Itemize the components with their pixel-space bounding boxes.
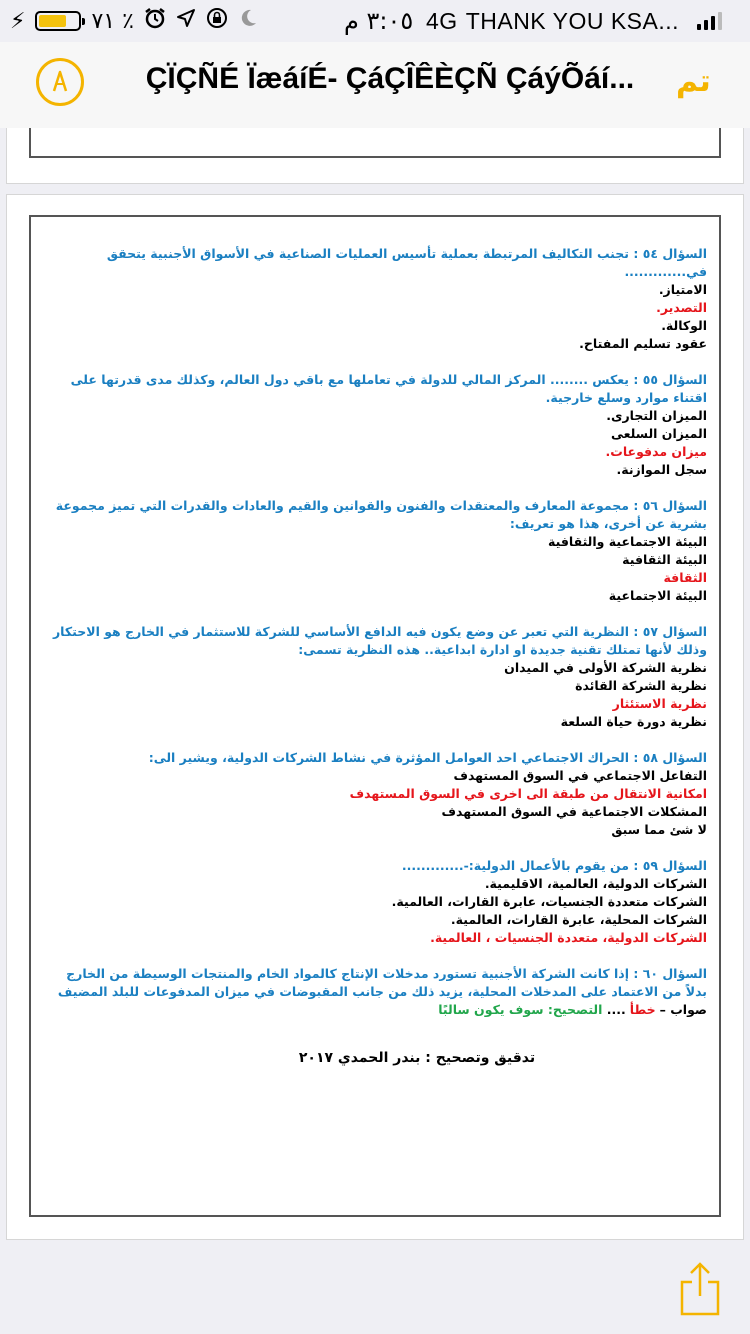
markup-button[interactable] — [36, 58, 84, 106]
page-content — [47, 245, 707, 1067]
answer-option: البيئة الثقافية — [622, 552, 707, 567]
location-icon — [176, 8, 196, 34]
rotation-lock-icon — [206, 7, 228, 35]
question-text: السؤال ٥٥ : يعكس ........ المركز المالي للدولة في تعاملها مع باقي دول العالم، وكذلك مدى قدرتها على اقتناء موارد وسلع خارجية. — [70, 372, 707, 405]
question-block — [47, 749, 707, 839]
answer-option: المشكلات الاجتماعية في السوق المستهدف — [441, 804, 707, 819]
correct-answer-option: الشركات الدولية، متعددة الجنسيات ، العالمية. — [430, 930, 707, 945]
answer-option: الشركات المحلية، عابرة القارات، العالمية. — [450, 912, 707, 927]
correct-answer-option: نظرية الاستئثار — [612, 696, 707, 711]
signature-name: بندر الحمدي ٢٠١٧ — [298, 1050, 421, 1066]
correct-answer-option: امكانية الانتقال من طبقة الى اخرى في السوق المستهدف — [349, 786, 707, 801]
answer-option: نظرية الشركة القائدة — [575, 678, 707, 693]
answer-false: خطأ — [629, 1002, 656, 1017]
question-block — [47, 497, 707, 605]
question-text: السؤال ٥٦ : مجموعة المعارف والمعتقدات والفنون والقوانين والقيم والعادات والقدرات التي تميز مجموعة بشرية عن أخرى، هذا هو تعريف: — [55, 498, 707, 531]
correct-answer-option: ميزان مدفوعات. — [605, 444, 707, 459]
signature-separator: : — [425, 1050, 431, 1066]
nav-bar — [0, 42, 750, 128]
answer-option: الامتياز. — [658, 282, 707, 297]
carrier-name: THANK YOU KSA... — [465, 7, 680, 34]
do-not-disturb-icon — [238, 8, 258, 34]
answer-option: لا شئ مما سبق — [611, 822, 707, 837]
question-block — [47, 857, 707, 947]
charging-icon: ⚡ — [10, 8, 26, 34]
network-type: 4G — [426, 7, 458, 34]
correction-text: التصحيح: سوف يكون سالبًا — [438, 1002, 603, 1017]
correct-answer-option: التصدير. — [656, 300, 707, 315]
done-button[interactable]: تم — [676, 64, 711, 99]
signature — [47, 1049, 707, 1067]
signature-label: تدقيق وتصحيح — [435, 1050, 536, 1066]
question-60 — [47, 965, 707, 1019]
document-page[interactable] — [6, 194, 744, 1240]
question-text: السؤال ٥٩ : من يقوم بالأعمال الدولية:-............. — [401, 858, 707, 873]
answer-option: الشركات الدولية، العالمية، الاقليمية. — [484, 876, 707, 891]
share-button[interactable] — [678, 1262, 722, 1316]
answer-option: الميزان التجارى. — [606, 408, 707, 423]
alarm-icon — [144, 7, 166, 35]
question-block — [47, 245, 707, 353]
document-title: ÇÏÇÑÉ ÏæáíÉ- ÇáÇÎÊÈÇÑ ÇáýÕáí... — [145, 62, 635, 95]
correct-answer-option: الثقافة — [663, 570, 707, 585]
question-text: السؤال ٥٧ : النظرية التي تعبر عن وضع يكون فيه الدافع الأساسي للشركة للاستثمار في الخارج هو الاحتكار وذلك لأنها تمتلك تقنية جديدة او ادارة ابداعية.. هذه النظرية تسمى: — [52, 624, 707, 657]
questions-list — [47, 245, 707, 947]
answer-option: الميزان السلعى — [610, 426, 707, 441]
question-text: السؤال ٦٠ : إذا كانت الشركة الأجنبية تستورد مدخلات الإنتاج كالمواد الخام والمنتجات الوسيطة من الخارج بدلاً من الاعتماد على المدخلات المحلية، يزيد ذلك من جانب المقبوضات في ميزان المدفوعات للبلد المضيف — [57, 966, 707, 999]
answer-true: صواب – — [659, 1002, 707, 1017]
page-frame — [29, 128, 721, 158]
answer-option: عقود تسليم المفتاح. — [579, 336, 707, 351]
answer-option: نظرية دورة حياة السلعة — [560, 714, 707, 729]
signal-icon — [697, 12, 722, 30]
answer-option: الشركات متعددة الجنسيات، عابرة القارات، العالمية. — [391, 894, 707, 909]
answer-option: البيئة الاجتماعية والثقافية — [548, 534, 707, 549]
answer-option: سجل الموازنة. — [616, 462, 707, 477]
answer-option: البيئة الاجتماعية — [608, 588, 707, 603]
share-icon — [678, 1262, 722, 1316]
question-text: السؤال ٥٨ : الحراك الاجتماعي احد العوامل المؤثرة في نشاط الشركات الدولية، ويشير الى: — [148, 750, 707, 765]
answer-option: التفاعل الاجتماعي في السوق المستهدف — [453, 768, 707, 783]
question-block — [47, 371, 707, 479]
markup-pen-icon — [45, 67, 75, 97]
question-60-answer: صواب – خطأ .... التصحيح: سوف يكون سالبًا — [438, 1002, 707, 1017]
question-text: السؤال ٥٤ : تجنب التكاليف المرتبطة بعملية تأسيس العمليات الصناعية في الأسواق الأجنبية يتحقق في............. — [106, 246, 707, 279]
status-bar — [0, 0, 750, 42]
battery-icon — [35, 11, 81, 31]
answer-option: الوكالة. — [661, 318, 707, 333]
answer-option: نظرية الشركة الأولى في الميدان — [504, 660, 707, 675]
clock: ٣:٠٥ م — [344, 7, 414, 35]
battery-percent: ٪ ٧١ — [91, 8, 134, 34]
previous-page — [6, 128, 744, 184]
question-block — [47, 623, 707, 731]
